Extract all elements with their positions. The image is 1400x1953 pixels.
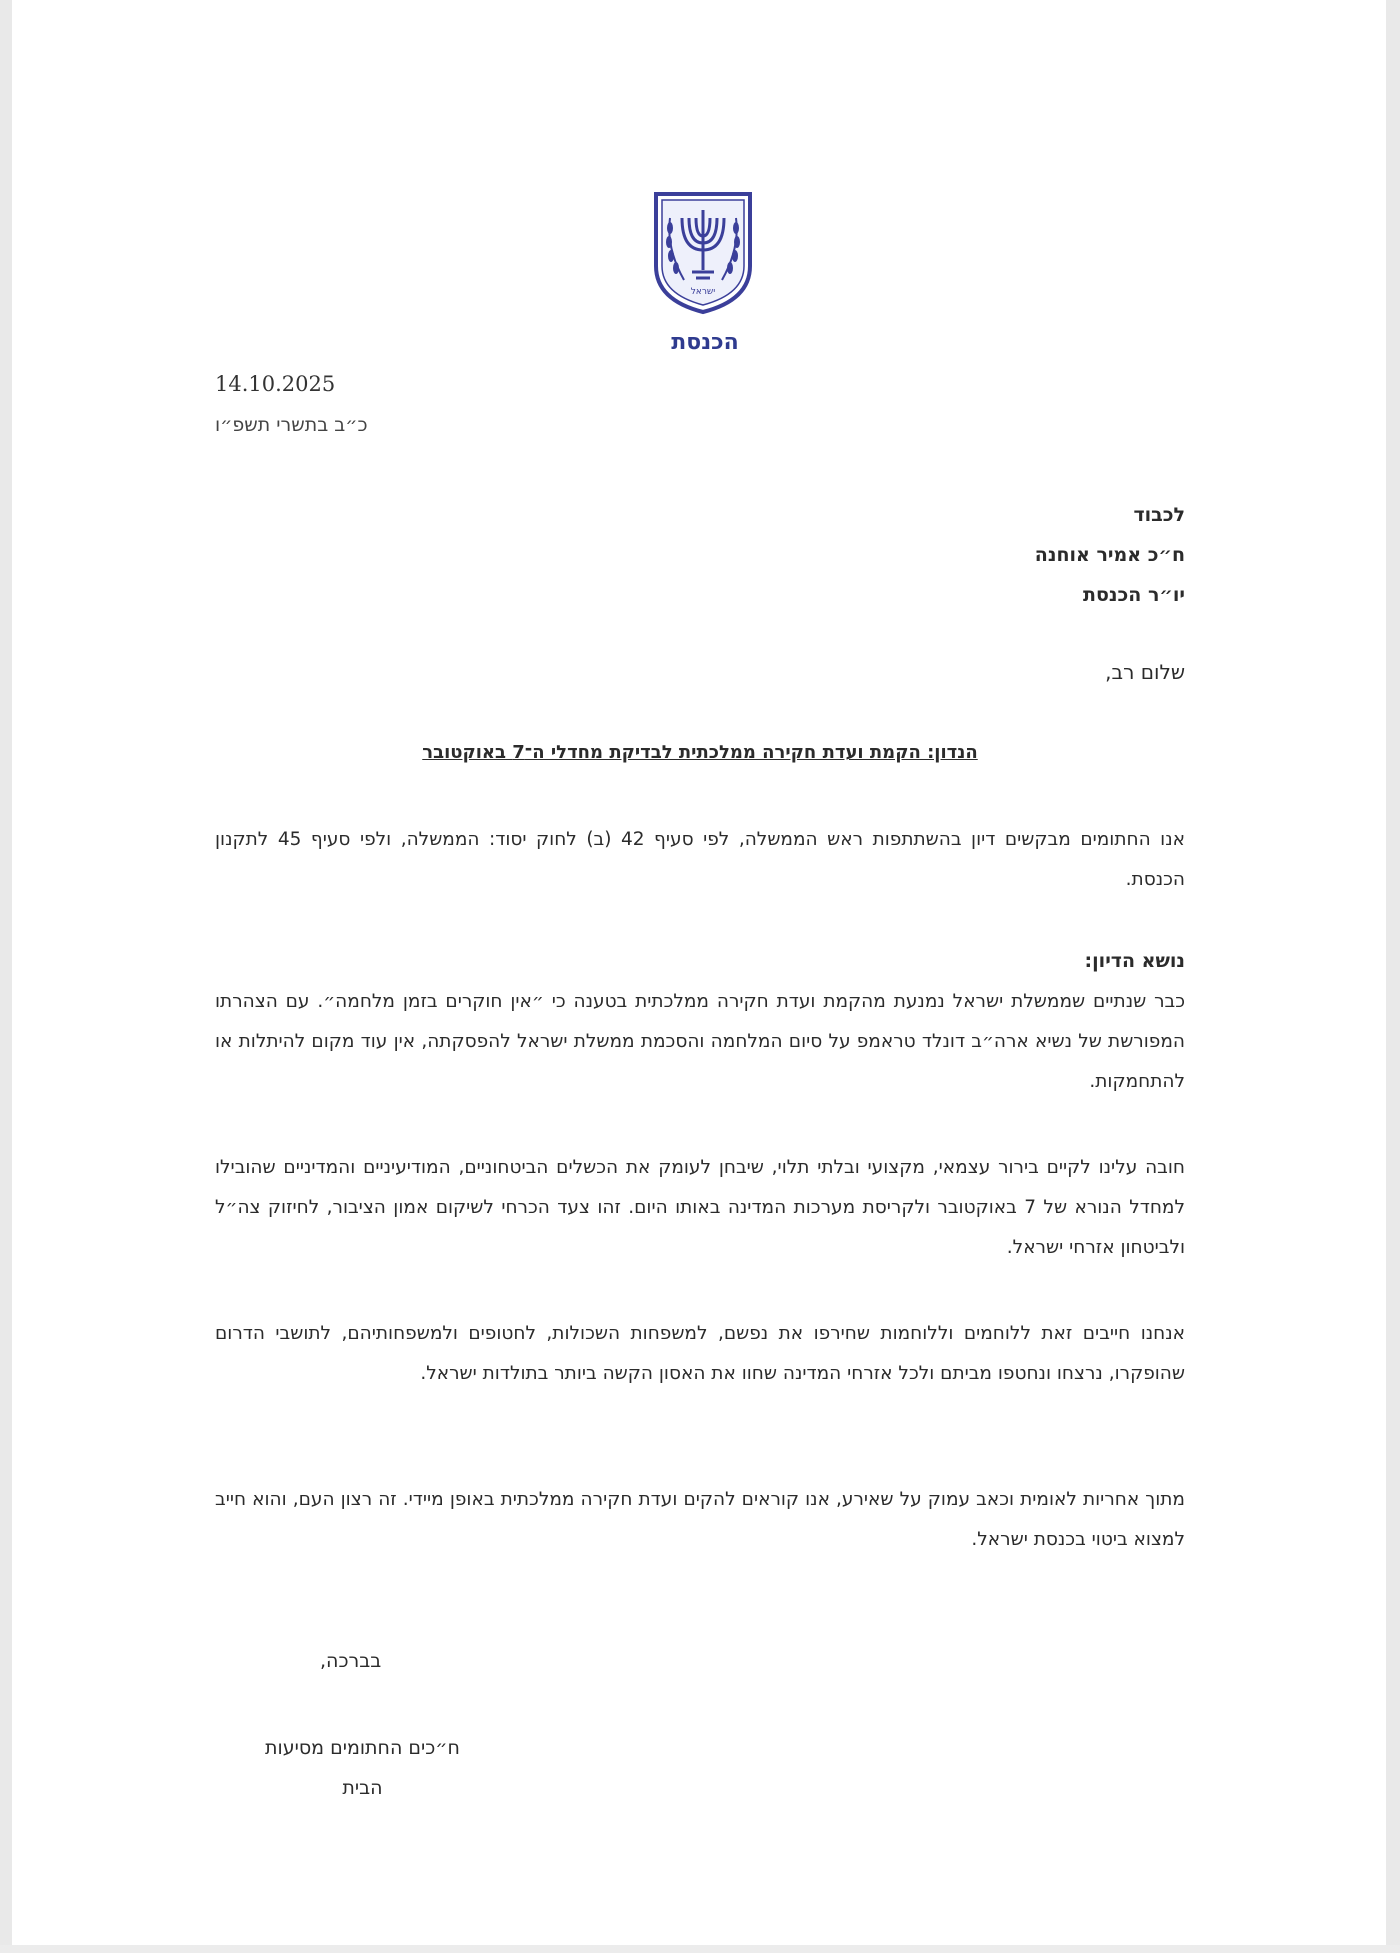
greeting: שלום רב,	[1105, 660, 1185, 684]
paragraph-background: כבר שנתיים שממשלת ישראל נמנעת מהקמת ועדת חקירה ממלכתית בטענה כי ״אין חוקרים בזמן מלחמה״. עם הצהרתו המפורשת של נשיא ארה״ב דונלד טראמפ על סיום המלחמה והסכמת ממשלת ישראל להפסקתה, אין עוד מקום להיתלות או להתחמקות.	[215, 991, 1185, 1092]
recipient-name: ח״כ אמיר אוחנה	[1034, 544, 1185, 566]
recipient-salutation: לכבוד	[1133, 504, 1185, 526]
paragraph-call-to-action: מתוך אחריות לאומית וכאב עמוק על שאירע, אנו קוראים להקים ועדת חקירה ממלכתית באופן מיידי. זה רצון העם, והוא חייב למצוא ביטוי בכנסת ישראל.	[215, 1489, 1185, 1550]
page-frame-bottom	[0, 1945, 1400, 1953]
paragraph-request: אנו החתומים מבקשים דיון בהשתתפות ראש הממשלה, לפי סעיף 42 (ב) לחוק יסוד: הממשלה, ולפי סעיף 45 לתקנון הכנסת.	[215, 829, 1185, 890]
closing: בברכה,	[320, 1650, 382, 1672]
gregorian-date: 14.10.2025	[215, 372, 336, 396]
organization-name: הכנסת	[671, 330, 739, 355]
subject-line: הנדון: הקמת ועדת חקירה ממלכתית לבדיקת מחדלי ה־7 באוקטובר	[422, 742, 978, 763]
menorah-emblem-icon	[650, 188, 756, 318]
recipient-title: יו״ר הכנסת	[1083, 584, 1185, 606]
recipient-block	[785, 495, 1185, 615]
signers-party: הבית	[342, 1777, 383, 1799]
paragraph-dedication: אנחנו חייבים זאת ללוחמים וללוחמות שחירפו את נפשם, למשפחות השכולות, לחטופים ולמשפחותיהם, לתושבי הדרום שהופקרו, נרצחו ונחטפו מביתם ולכל אזרחי המדינה שחוו את האסון הקשה ביותר בתולדות ישראל.	[215, 1323, 1185, 1384]
date-block	[215, 372, 368, 436]
topic-heading: נושא הדיון:	[1084, 950, 1185, 972]
emblem-text: ישראל	[690, 287, 716, 297]
page-frame-left	[0, 0, 12, 1953]
hebrew-date: כ״ב בתשרי תשפ״ו	[215, 414, 368, 436]
signers-line: ח״כים החתומים מסיעות	[265, 1737, 460, 1759]
signers-block	[230, 1728, 495, 1808]
paragraph-obligation: חובה עלינו לקיים בירור עצמאי, מקצועי ובלתי תלוי, שיבחן לעומק את הכשלים הביטחוניים, המודיעיניים והמדיניים שהובילו למחדל הנורא של 7 באוקטובר ולקריסת מערכות המדינה באותו היום. זהו צעד הכרחי לשיקום אמון הציבור, לחיזוק צה״ל ולביטחון אזרחי ישראל.	[215, 1157, 1185, 1258]
page-frame-right	[1386, 0, 1400, 1953]
